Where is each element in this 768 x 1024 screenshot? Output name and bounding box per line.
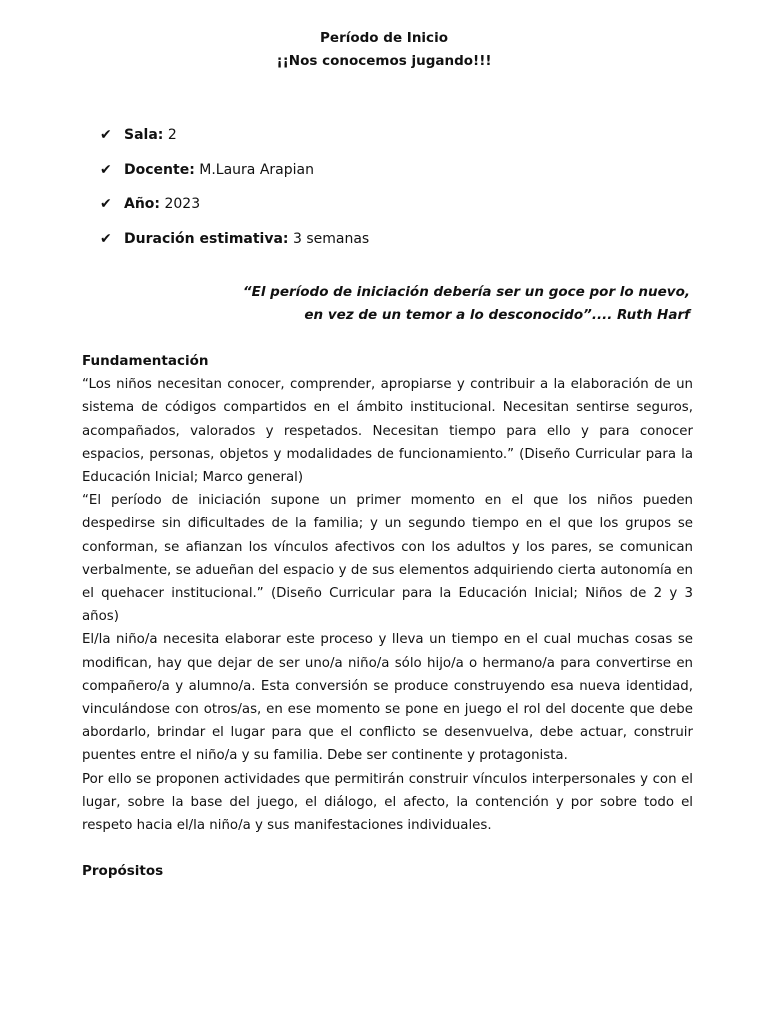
- body-paragraph: El/la niño/a necesita elaborar este proceso y lleva un tiempo en el cual muchas cosas se modifican, hay que dejar de ser uno/a niño/a sólo hijo/a o hermano/a para convertirse en compañero/a y alumno/a. Esta conversión se produce construyendo esa nueva identidad, vinculándose con otros/as, en ese momento se pone en juego el rol del docente que debe abordarlo, brindar el lugar para que el conflicto se desenvuelva, debe actuar, construir puentes entre el niño/a y su familia. Debe ser continente y protagonista.: [82, 632, 693, 764]
- section-heading: Propósitos: [82, 863, 164, 879]
- info-checklist: [100, 124, 369, 262]
- body-paragraph: Por ello se proponen actividades que permitirán construir vínculos interpersonales y con el lugar, sobre la base del juego, el diálogo, el afecto, la contención y por sobre todo el respeto hacia el/la niño/a y sus manifestaciones individuales.: [82, 771, 693, 834]
- section-heading: Fundamentación: [82, 353, 209, 369]
- section-fundamentacion: [82, 350, 693, 837]
- quote-line: en vez de un temor a lo desconocido”.... Ruth Harf: [304, 307, 690, 323]
- checkmark-icon: ✔: [100, 196, 112, 212]
- info-value: 3 semanas: [288, 230, 370, 247]
- info-item-duracion: [100, 228, 369, 263]
- info-item-sala: [100, 124, 369, 159]
- title-block: [0, 27, 768, 73]
- info-label: Docente:: [124, 161, 195, 178]
- quote-line: “El período de iniciación debería ser un goce por lo nuevo,: [242, 284, 690, 300]
- body-paragraph: “El período de iniciación supone un primer momento en el que los niños pueden despedirse sin dificultades de la familia; y un segundo tiempo en el que los grupos se conforman, se afianzan los vínculos afectivos con los adultos y los pares, se comunican verbalmente, se adueñan del espacio y de sus elementos adquiriendo cierta autonomía en el quehacer institucional.” (Diseño Curricular para la Educación Inicial; Niños de 2 y 3 años): [82, 493, 693, 625]
- checkmark-icon: ✔: [100, 127, 112, 143]
- checkmark-icon: ✔: [100, 230, 112, 247]
- info-item-anio: [100, 193, 369, 228]
- info-label: Sala:: [124, 127, 164, 143]
- epigraph-quote: [243, 281, 690, 327]
- body-paragraph: “Los niños necesitan conocer, comprender, apropiarse y contribuir a la elaboración de un sistema de códigos compartidos en el ámbito institucional. Necesitan sentirse seguros, acompañados, valorados y respetados. Necesitan tiempo para ello y para conocer espacios, personas, objetos y modalidades de funcionamiento.” (Diseño Curricular para la Educación Inicial; Marco general): [82, 377, 693, 486]
- checkmark-icon: ✔: [100, 161, 112, 178]
- info-value: M.Laura Arapian: [194, 161, 314, 178]
- info-value: 2023: [160, 196, 201, 212]
- document-subtitle: ¡¡Nos conocemos jugando!!!: [276, 53, 492, 69]
- info-label: Año:: [124, 196, 161, 212]
- info-item-docente: [100, 159, 369, 194]
- info-value: 2: [163, 127, 177, 143]
- document-title: Período de Inicio: [320, 30, 448, 46]
- info-label: Duración estimativa:: [124, 230, 289, 247]
- section-propositos: [82, 860, 693, 883]
